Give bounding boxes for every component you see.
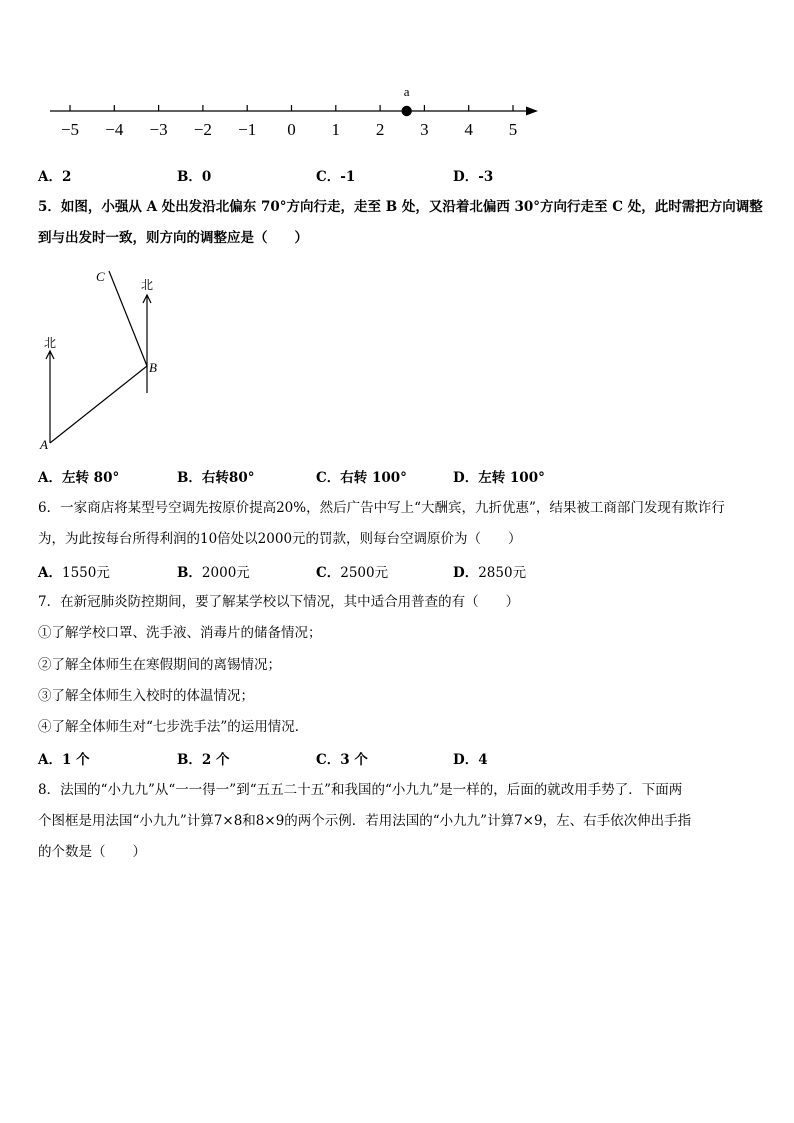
number-line-tick-label: −2 [193, 120, 212, 139]
q8-stem-line1: 8．法国的“小九九”从“一一得一”到“五五二十五”和我国的“小九九”是一样的，后面的就改用手势了．下面两 [38, 782, 683, 798]
point-a-label: a [403, 84, 410, 99]
q5-option-d: D．左转 100° [453, 470, 545, 486]
q7-option-a: A．1 个 [38, 752, 90, 768]
q6-stem-line1: 6．一家商店将某型号空调先按原价提高20%，然后广告中写上“大酬宾，九折优惠”，结果被工商部门发现有欺诈行 [38, 500, 725, 516]
q6-option-b: B．2000元 [177, 565, 250, 581]
number-line-tick-label: −3 [149, 120, 168, 139]
q5-option-a: A．左转 80° [38, 470, 120, 486]
q5-option-c: C．右转 100° [316, 470, 407, 486]
q5-stem-line1: 5．如图，小强从 A 处出发沿北偏东 70°方向行走，走至 B 处，又沿着北偏西 30°方向行走至 C 处，此时需把方向调整 [38, 199, 763, 215]
q7-option-d: D．4 [453, 752, 488, 768]
q8-stem-line3: 的个数是（ ） [38, 844, 146, 860]
q4-option-d: D．-3 [453, 169, 494, 185]
q7-item-2: ②了解全体师生在寒假期间的离锡情况； [38, 657, 281, 673]
q4-option-b: B．0 [177, 169, 212, 185]
q6-option-d: D．2850元 [453, 565, 527, 581]
number-line-tick-label: 4 [464, 120, 473, 139]
north-label-b: 北 [141, 278, 154, 292]
label-c: C [96, 269, 105, 284]
q7-stem: 7．在新冠肺炎防控期间，要了解某学校以下情况，其中适合用普查的有（ ） [38, 594, 520, 610]
number-line-tick-label: −5 [60, 120, 80, 139]
north-label-a: 北 [44, 336, 57, 350]
number-line-tick-label: 2 [375, 120, 385, 139]
q7-item-3: ③了解全体师生入校时的体温情况； [38, 688, 254, 704]
q5-stem-line2: 到与出发时一致，则方向的调整应是（ ） [38, 230, 308, 246]
q7-item-1: ①了解学校口罩、洗手液、消毒片的储备情况； [38, 625, 322, 641]
point-a-marker [401, 106, 411, 116]
q7-option-c: C．3 个 [316, 752, 368, 768]
q7-option-b: B．2 个 [177, 752, 230, 768]
q5-option-b: B．右转80° [177, 470, 255, 486]
label-b: B [149, 360, 157, 375]
number-line-figure [40, 80, 550, 150]
label-a: A [40, 437, 48, 452]
q4-option-a: A．2 [38, 169, 72, 185]
number-line-tick-label: 1 [331, 120, 341, 139]
segment-ab [50, 366, 147, 443]
number-line-arrowhead [526, 107, 538, 116]
q8-stem-line2: 个图框是用法国“小九九”计算7×8和8×9的两个示例．若用法国的“小九九”计算7×9，左、右手依次伸出手指 [38, 813, 692, 829]
q6-option-a: A．1550元 [38, 565, 110, 581]
number-line-tick-label: −4 [105, 120, 124, 139]
number-line-tick-label: 5 [508, 120, 518, 139]
q6-option-c: C．2500元 [316, 565, 389, 581]
number-line-tick-label: 3 [420, 120, 429, 139]
number-line-tick-label: −1 [238, 120, 257, 139]
q6-stem-line2: 为，为此按每台所得利润的10倍处以2000元的罚款，则每台空调原价为（ ） [38, 531, 522, 547]
number-line-tick-label: 0 [287, 120, 296, 139]
q4-option-c: C．-1 [316, 169, 356, 185]
q5-direction-figure [36, 265, 176, 455]
q7-item-4: ④了解全体师生对“七步洗手法”的运用情况． [38, 719, 309, 735]
